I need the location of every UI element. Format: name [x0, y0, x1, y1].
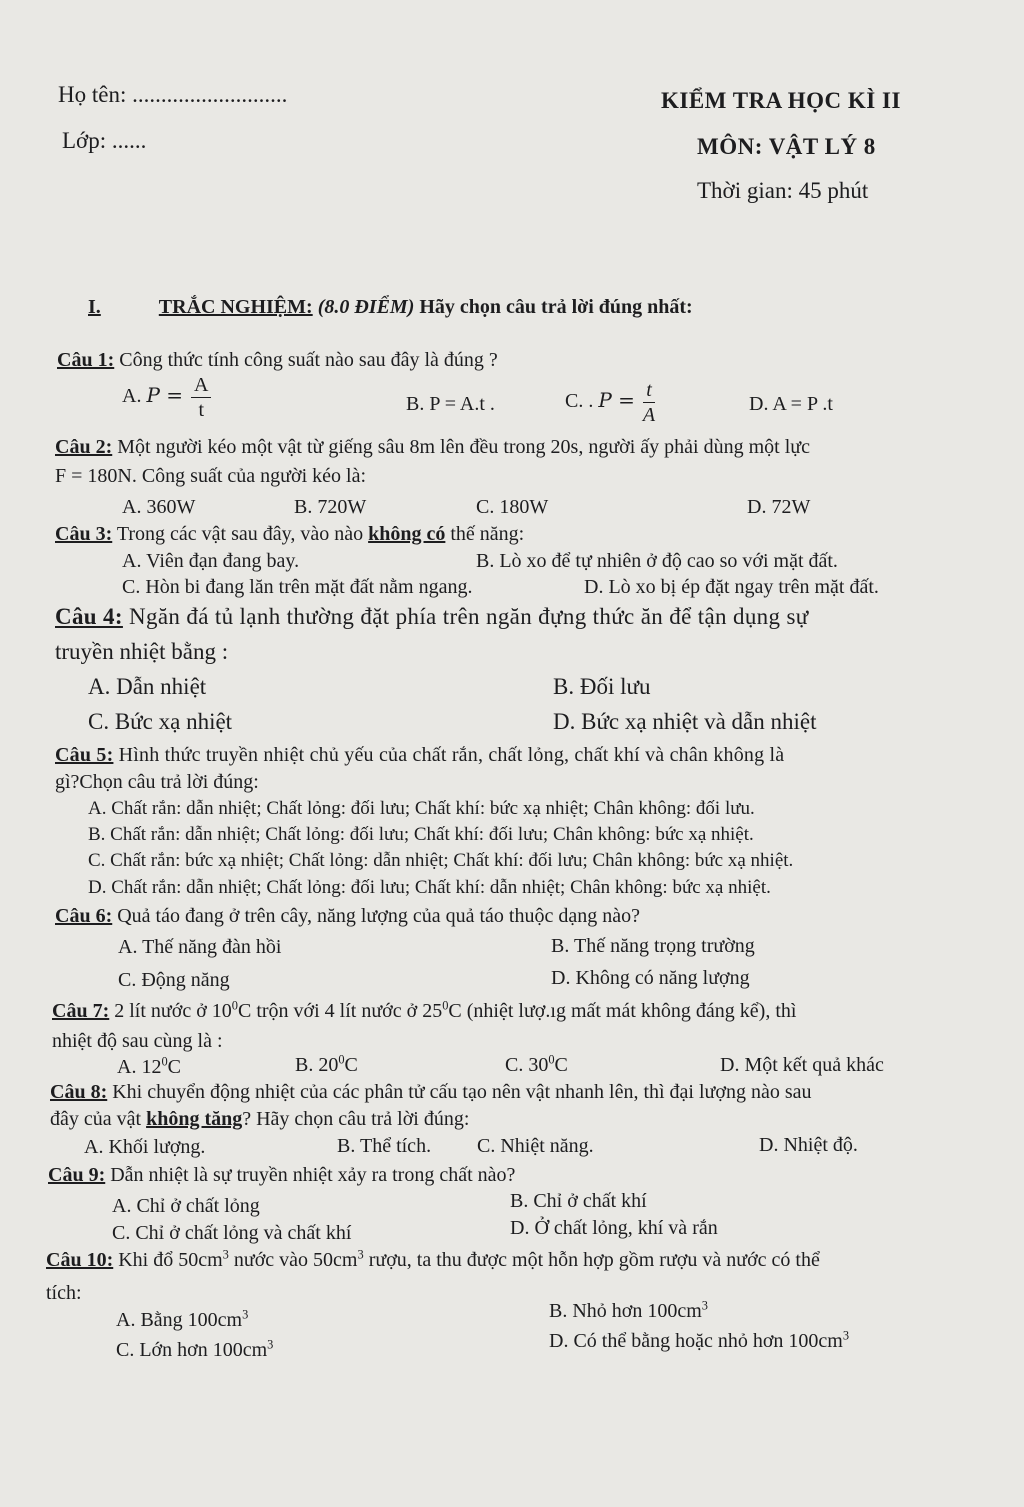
cube-sup: 3 — [842, 1328, 850, 1343]
q10-option-d — [549, 1330, 849, 1353]
q7-option-d: D. Một kết quả khác — [720, 1054, 884, 1076]
option-text: C. 30 — [505, 1054, 549, 1076]
question-label: Câu 8: — [50, 1081, 108, 1103]
q6-option-b: B. Thế năng trọng trường — [551, 935, 755, 957]
section-instruction: Hãy chọn câu trả lời đúng nhất: — [419, 296, 693, 318]
q3-option-b: B. Lò xo để tự nhiên ở độ cao so với mặt đất. — [476, 550, 838, 572]
q3-option-a: A. Viên đạn đang bay. — [122, 550, 300, 572]
q8-option-c: C. Nhiệt năng. — [477, 1135, 594, 1157]
question-text: Ngăn đá tủ lạnh thường đặt phía trên ngăn đựng thức ăn để tận dụng sự — [129, 604, 809, 629]
formula-lhs: P = — [146, 383, 184, 408]
question-text: Hình thức truyền nhiệt chủ yếu của chất rắn, chất lỏng, chất khí và chân không là — [118, 744, 785, 766]
q4-option-c: C. Bức xạ nhiệt — [88, 709, 233, 734]
formula-lhs: P = — [598, 388, 635, 413]
question-text: Trong các vật sau đây, vào nào — [116, 523, 364, 545]
fraction — [643, 380, 655, 425]
question-4-line2: truyền nhiệt bằng : — [55, 639, 229, 664]
q3-option-c: C. Hòn bi đang lăn trên mặt đất nằm ngang. — [122, 576, 473, 598]
question-label: Câu 7: — [52, 1000, 110, 1022]
cube-sup: 3 — [357, 1247, 364, 1262]
question-9 — [48, 1164, 515, 1187]
question-text: 2 lít nước ở 10 — [114, 1000, 232, 1022]
q10-option-b — [549, 1300, 708, 1323]
q7-option-a — [117, 1056, 181, 1079]
degree-sup: 0 — [161, 1054, 168, 1069]
question-label: Câu 2: — [55, 436, 113, 458]
question-8 — [50, 1081, 812, 1104]
q5-option-a: A. Chất rắn: dẫn nhiệt; Chất lỏng: đối lưu; Chất khí: bức xạ nhiệt; Chân không: đối lưu. — [88, 798, 755, 819]
q2-option-d: D. 72W — [747, 496, 811, 518]
question-label: Câu 1: — [57, 349, 115, 371]
q9-option-d: D. Ở chất lỏng, khí và rắn — [510, 1217, 718, 1239]
question-text: đây của vật — [50, 1108, 142, 1130]
section-points: (8.0 ĐIỂM) — [317, 296, 415, 318]
question-3 — [55, 523, 524, 546]
degree-sup: 0 — [338, 1052, 345, 1067]
q10-option-c — [116, 1339, 273, 1362]
section-number: I. — [88, 296, 101, 318]
question-5 — [55, 744, 784, 767]
q1-option-c — [565, 380, 658, 425]
q8-option-b: B. Thể tích. — [337, 1135, 432, 1157]
q8-option-a: A. Khối lượng. — [84, 1136, 206, 1158]
q6-option-c: C. Động năng — [118, 969, 230, 991]
question-5-line2: gì?Chọn câu trả lời đúng: — [55, 771, 259, 793]
exam-title: KIỂM TRA HỌC KÌ II — [661, 88, 901, 113]
question-text-end: rượu, ta thu được một hỗn hợp gồm rượu và nước có thể — [368, 1249, 820, 1271]
question-text: Khi đổ 50cm — [118, 1249, 223, 1271]
question-text-end: ? Hãy chọn câu trả lời đúng: — [242, 1108, 470, 1130]
q4-option-b: B. Đối lưu — [553, 674, 651, 699]
question-label: Câu 5: — [55, 744, 114, 766]
cube-sup: 3 — [222, 1247, 229, 1262]
exam-duration: Thời gian: 45 phút — [697, 178, 869, 203]
question-text-mid: nước vào 50cm — [233, 1249, 358, 1271]
cube-sup: 3 — [267, 1337, 274, 1352]
question-label: Câu 4: — [55, 604, 123, 629]
option-text: A. 12 — [117, 1056, 162, 1078]
question-10-line2: tích: — [46, 1282, 82, 1304]
option-text: C. Lớn hơn 100cm — [116, 1339, 268, 1361]
question-2 — [55, 436, 810, 459]
q7-option-b — [295, 1054, 358, 1077]
question-2-line2: F = 180N. Công suất của người kéo là: — [55, 465, 366, 487]
question-text: Công thức tính công suất nào sau đây là đúng ? — [119, 349, 498, 371]
cube-sup: 3 — [701, 1298, 708, 1313]
q9-option-a: A. Chỉ ở chất lỏng — [112, 1195, 260, 1217]
q10-option-a — [116, 1309, 248, 1332]
question-label: Câu 6: — [55, 905, 113, 927]
q3-option-d: D. Lò xo bị ép đặt ngay trên mặt đất. — [584, 576, 879, 598]
option-text: B. Nhỏ hơn 100cm — [549, 1300, 702, 1322]
q1-option-b: B. P = A.t . — [406, 393, 495, 415]
numerator: t — [643, 380, 655, 403]
question-text-end: thế năng: — [450, 523, 525, 545]
question-10 — [46, 1249, 820, 1272]
section-title: TRẮC NGHIỆM: — [158, 296, 313, 318]
cube-sup: 3 — [242, 1307, 249, 1322]
fraction — [191, 375, 211, 420]
question-text-mid: C trộn với 4 lít nước ở 25 — [237, 1000, 443, 1022]
q6-option-d: D. Không có năng lượng — [551, 967, 750, 989]
question-label: Câu 3: — [55, 523, 113, 545]
degree-sup: 0 — [442, 998, 449, 1013]
section-heading — [88, 296, 693, 319]
question-6 — [55, 905, 640, 928]
question-7-line2: nhiệt độ sau cùng là : — [52, 1030, 223, 1052]
unit: C — [167, 1056, 181, 1078]
unit: C — [554, 1054, 568, 1076]
question-text: Khi chuyển động nhiệt của các phân tử cấu tạo nên vật nhanh lên, thì đại lượng nào sau — [112, 1081, 812, 1103]
subject-title: MÔN: VẬT LÝ 8 — [697, 134, 876, 159]
degree-sup: 0 — [548, 1052, 555, 1067]
denominator: A — [642, 404, 656, 426]
question-label: Câu 9: — [48, 1164, 106, 1186]
unit: C — [344, 1054, 358, 1076]
q5-option-c: C. Chất rắn: bức xạ nhiệt; Chất lỏng: dẫn nhiệt; Chất khí: đối lưu; Chân không: bức xạ nhiệt. — [88, 850, 794, 871]
q8-option-d: D. Nhiệt độ. — [759, 1134, 858, 1156]
option-text: D. Có thể bằng hoặc nhỏ hơn 100cm — [549, 1330, 843, 1352]
question-text-end: C (nhiệt lượ.ıg mất mát không đáng kể), thì — [448, 1000, 797, 1022]
question-text: Quả táo đang ở trên cây, năng lượng của quả táo thuộc dạng nào? — [117, 905, 640, 927]
q1-option-d: D. A = P .t — [749, 393, 833, 415]
degree-sup: 0 — [231, 998, 238, 1013]
q5-option-d: D. Chất rắn: dẫn nhiệt; Chất lỏng: đối lưu; Chất khí: dẫn nhiệt; Chân không: bức xạ nhiệt. — [88, 877, 771, 898]
option-text: A. Bằng 100cm — [116, 1309, 243, 1331]
question-4 — [55, 604, 809, 630]
q2-option-b: B. 720W — [294, 496, 367, 518]
option-prefix: A. — [122, 385, 142, 408]
class-label: Lớp: ...... — [62, 128, 147, 153]
question-1 — [57, 349, 498, 372]
option-text: B. 20 — [295, 1054, 339, 1076]
q6-option-a: A. Thế năng đàn hồi — [118, 936, 282, 958]
q4-option-a: A. Dẫn nhiệt — [88, 674, 207, 699]
q1-option-a — [122, 375, 214, 420]
question-8-line2 — [50, 1108, 469, 1131]
q2-option-c: C. 180W — [476, 496, 549, 518]
q2-option-a: A. 360W — [122, 496, 196, 518]
question-text: Dẫn nhiệt là sự truyền nhiệt xảy ra trong chất nào? — [110, 1164, 516, 1186]
q9-option-b: B. Chỉ ở chất khí — [510, 1190, 647, 1212]
question-emphasis: không có — [368, 523, 446, 545]
question-label: Câu 10: — [46, 1249, 114, 1271]
q9-option-c: C. Chỉ ở chất lỏng và chất khí — [112, 1222, 352, 1244]
denominator: t — [198, 399, 205, 421]
q4-option-d: D. Bức xạ nhiệt và dẫn nhiệt — [553, 709, 817, 734]
name-label: Họ tên: ........................... — [58, 82, 288, 107]
option-prefix: C. . — [565, 390, 594, 413]
question-7 — [52, 1000, 796, 1023]
question-emphasis: không tăng — [146, 1108, 243, 1130]
q5-option-b: B. Chất rắn: dẫn nhiệt; Chất lỏng: đối lưu; Chất khí: đối lưu; Chân không: bức xạ nhiệt. — [88, 824, 754, 845]
question-text: Một người kéo một vật từ giếng sâu 8m lên đều trong 20s, người ấy phải dùng một lực — [117, 436, 810, 458]
q7-option-c — [505, 1054, 568, 1077]
numerator: A — [191, 375, 211, 398]
